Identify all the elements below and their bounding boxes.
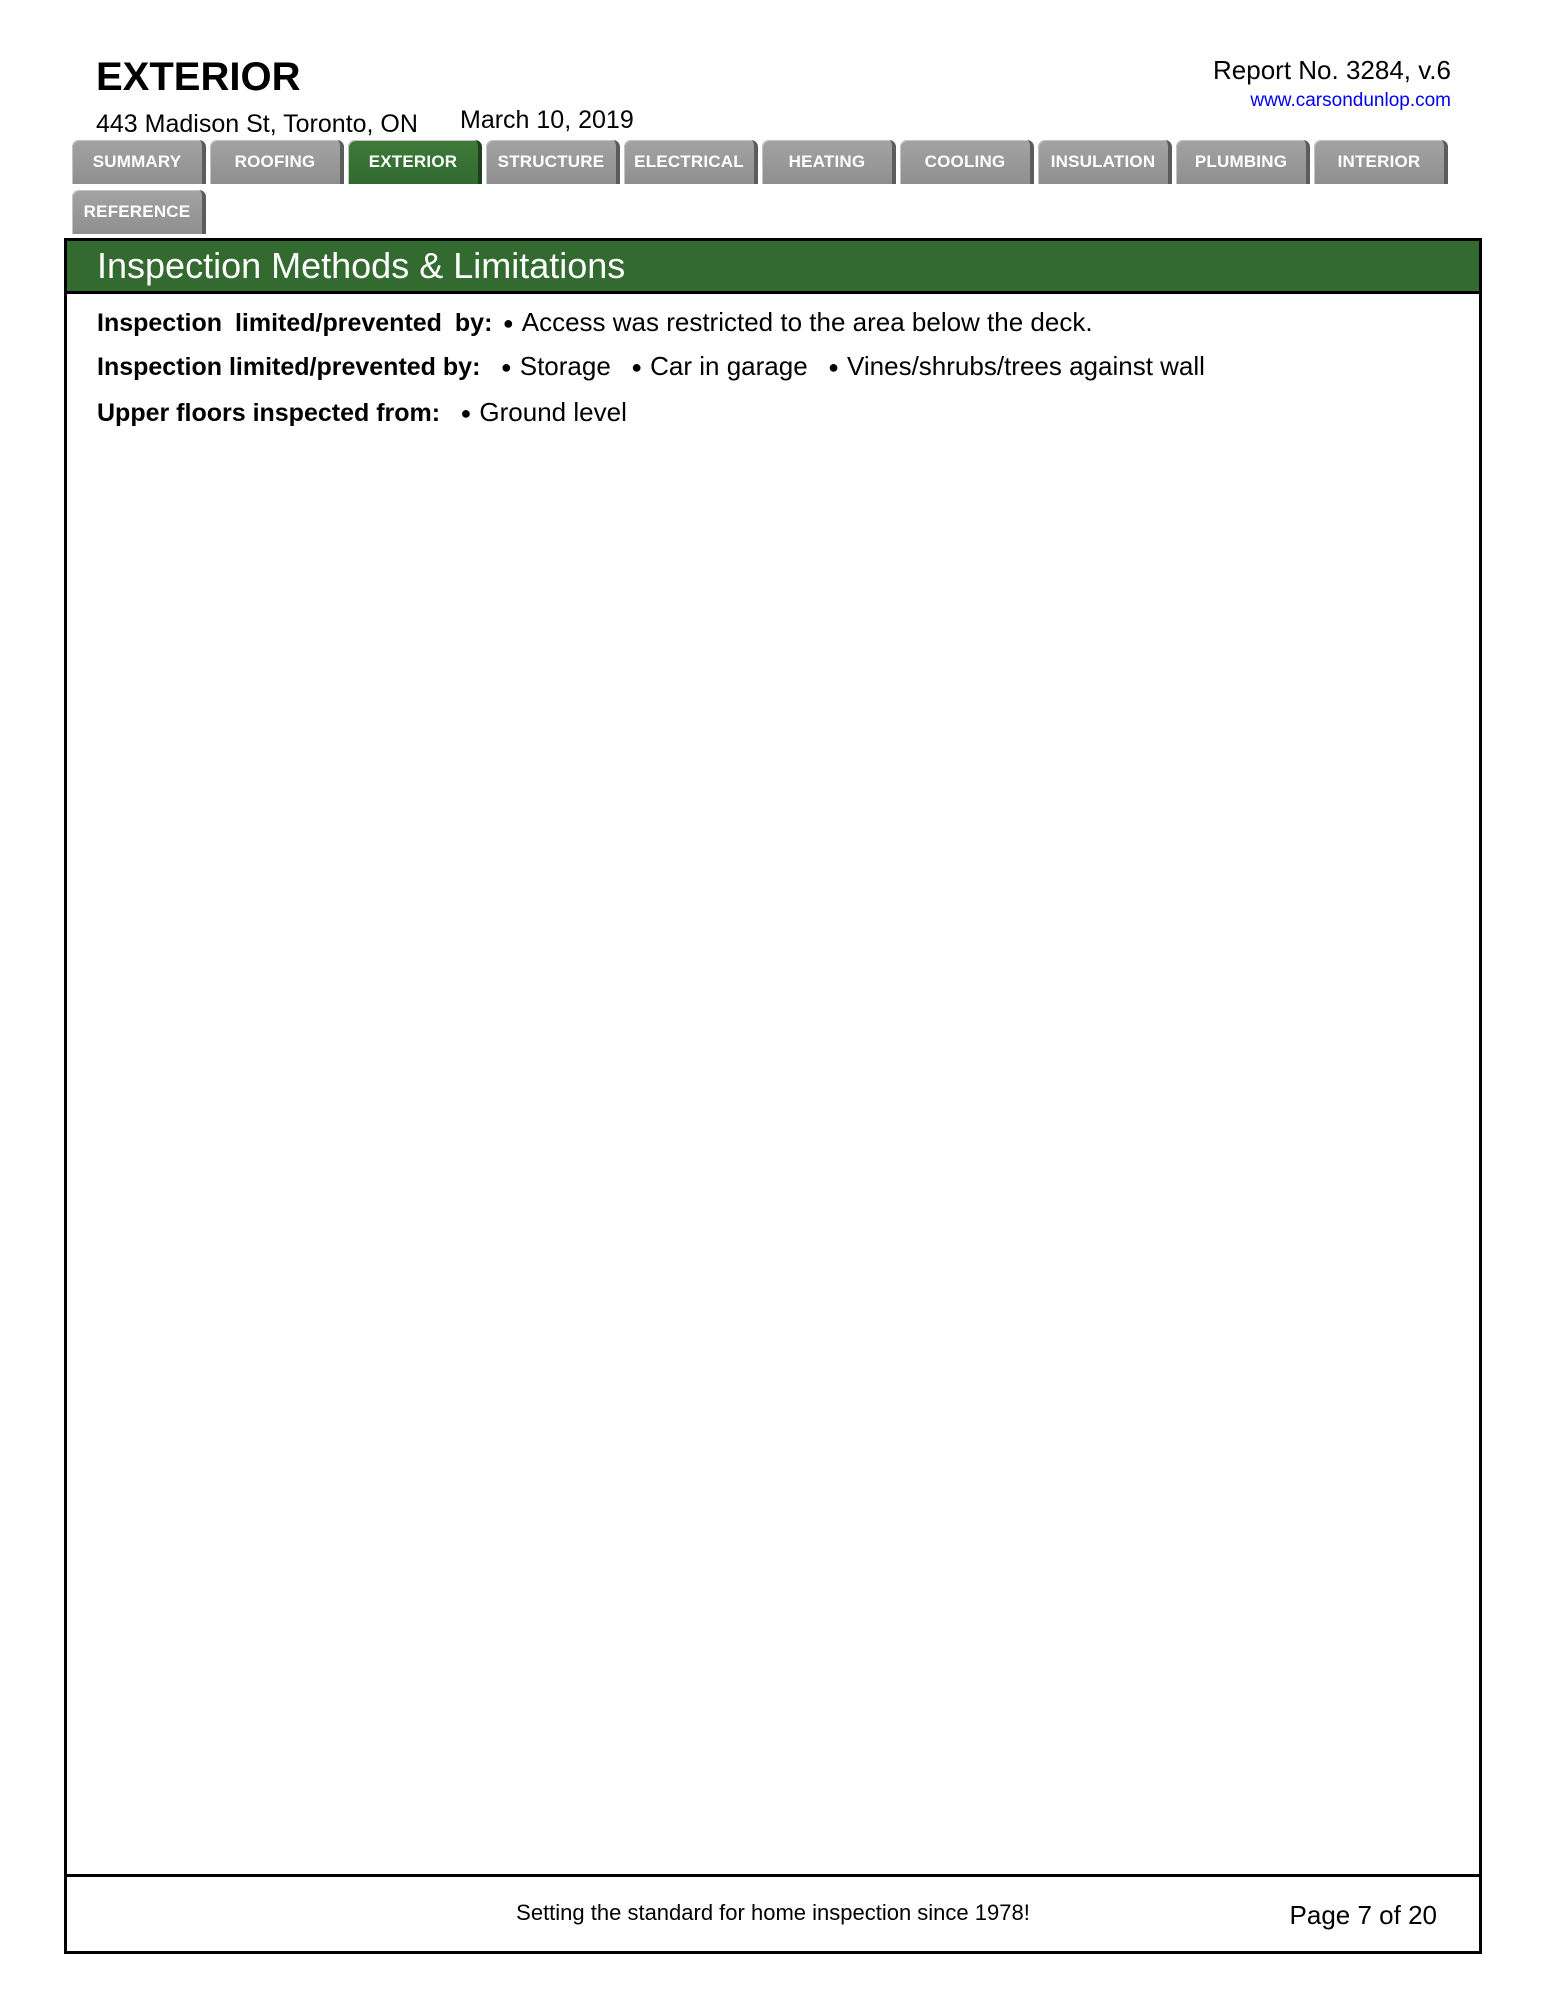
- bullet-icon: ●: [502, 313, 514, 333]
- tab-reference[interactable]: REFERENCE: [72, 190, 206, 234]
- item-text: Storage: [519, 351, 611, 381]
- item-text: Car in garage: [650, 351, 808, 381]
- tab-roofing[interactable]: ROOFING: [210, 140, 344, 184]
- list-item: [631, 351, 807, 382]
- row-label: Inspection limited/prevented by:: [97, 353, 481, 381]
- report-number: Report No. 3284, v.6: [1213, 55, 1451, 85]
- content-frame: [64, 238, 1482, 1954]
- bullet-icon: ●: [631, 357, 643, 377]
- website-link[interactable]: www.carsondunlop.com: [1250, 90, 1451, 111]
- bullet-icon: ●: [828, 357, 840, 377]
- item-text: Vines/shrubs/trees against wall: [847, 351, 1205, 381]
- tab-summary[interactable]: SUMMARY: [72, 140, 206, 184]
- section-title: Inspection Methods & Limitations: [97, 245, 626, 286]
- page-number: Page 7 of 20: [1289, 1900, 1437, 1930]
- list-item: [503, 307, 1093, 338]
- tab-exterior[interactable]: EXTERIOR: [348, 140, 482, 184]
- tab-heating[interactable]: HEATING: [762, 140, 896, 184]
- tab-structure[interactable]: STRUCTURE: [486, 140, 620, 184]
- inspection-date: March 10, 2019: [460, 106, 634, 134]
- section-tabs: [72, 140, 1482, 234]
- bullet-icon: ●: [460, 403, 472, 423]
- page-footer: [67, 1874, 1479, 1951]
- section-header: [67, 241, 1479, 294]
- footer-tagline: Setting the standard for home inspection since 1978!: [516, 1900, 1030, 1925]
- list-item: [461, 397, 627, 428]
- row-label: Inspection limited/prevented by:: [97, 309, 493, 337]
- property-address: 443 Madison St, Toronto, ON: [96, 110, 418, 138]
- item-text: Access was restricted to the area below the deck.: [521, 307, 1093, 337]
- item-text: Ground level: [479, 397, 627, 427]
- upper-floors-row: [97, 397, 627, 428]
- list-item: [501, 351, 611, 382]
- tab-insulation[interactable]: INSULATION: [1038, 140, 1172, 184]
- page-title: EXTERIOR: [96, 55, 301, 99]
- row-label: Upper floors inspected from:: [97, 399, 441, 427]
- limitation-row: [97, 307, 1093, 338]
- list-item: [828, 351, 1205, 382]
- bullet-icon: ●: [500, 357, 512, 377]
- tab-cooling[interactable]: COOLING: [900, 140, 1034, 184]
- limitation-row: [97, 351, 1205, 382]
- tab-plumbing[interactable]: PLUMBING: [1176, 140, 1310, 184]
- tab-interior[interactable]: INTERIOR: [1314, 140, 1448, 184]
- tab-electrical[interactable]: ELECTRICAL: [624, 140, 758, 184]
